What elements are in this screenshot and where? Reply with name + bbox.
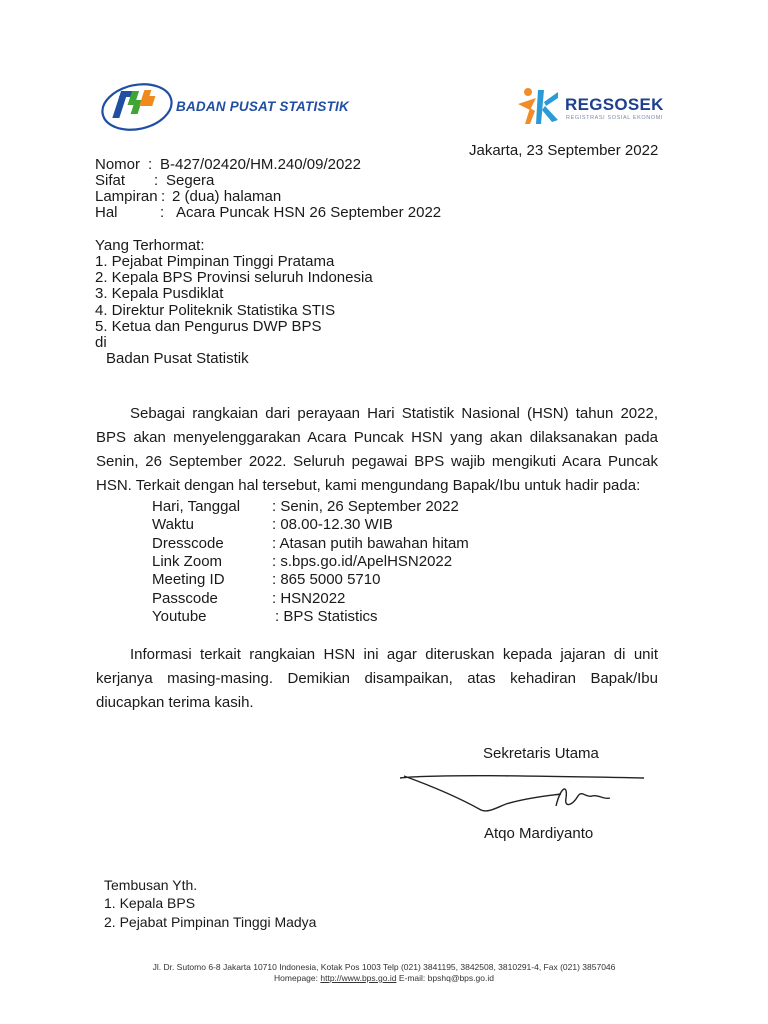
program-name: REGSOSEK: [565, 95, 664, 114]
lampiran-label: Lampiran: [95, 188, 158, 205]
detail-value: : Senin, 26 September 2022: [272, 498, 459, 515]
paragraph-text: Sebagai rangkaian dari perayaan Hari Statistik Nasional (HSN) tahun 2022, BPS akan menyelenggarakan Acara Puncak HSN yang akan dilaksanakan pada Senin, 26 September 2022. Seluruh pegawai BPS wajib mengikuti Acara Puncak HSN. Terkait dengan hal tersebut, kami mengundang Bapak/Ibu untuk hadir pada:: [96, 405, 658, 494]
nomor-separator: :: [148, 156, 153, 173]
detail-value: : 865 5000 5710: [272, 571, 381, 588]
detail-value: : HSN2022: [272, 590, 346, 607]
program-subtitle: REGISTRASI SOSIAL EKONOMI: [566, 115, 664, 121]
bps-logo-icon: [100, 82, 174, 132]
homepage-label: Homepage:: [274, 973, 318, 983]
body-paragraph-2: [96, 643, 658, 715]
place-date: Jakarta, 23 September 2022: [469, 142, 659, 159]
email-label: E-mail:: [398, 973, 426, 983]
handwritten-signature: [396, 766, 648, 816]
recipient-item: 5. Ketua dan Pengurus DWP BPS: [95, 318, 322, 335]
cc-item: 1. Kepala BPS: [104, 895, 196, 911]
email-address[interactable]: bpshq@bps.go.id: [427, 973, 494, 983]
detail-value: : BPS Statistics: [275, 608, 378, 625]
recipient-item: 3. Kepala Pusdiklat: [95, 285, 224, 302]
lampiran-separator: :: [161, 188, 166, 205]
recipient-item: 2. Kepala BPS Provinsi seluruh Indonesia: [95, 269, 373, 286]
footer-address: Jl. Dr. Sutomo 6-8 Jakarta 10710 Indonesia, Kotak Pos 1003 Telp (021) 3841195, 3842508, 3810291-4, Fax (021) 3857046: [152, 962, 616, 972]
detail-label: Meeting ID: [152, 571, 225, 588]
cc-item: 2. Pejabat Pimpinan Tinggi Madya: [104, 914, 317, 930]
detail-label: Waktu: [152, 516, 194, 533]
lampiran-value: 2 (dua) halaman: [172, 188, 282, 205]
hal-value: Acara Puncak HSN 26 September 2022: [176, 204, 442, 221]
sifat-separator: :: [154, 172, 159, 189]
detail-label: Dresscode: [152, 535, 224, 552]
cc-heading: Tembusan Yth.: [104, 877, 198, 893]
detail-label: Youtube: [152, 608, 207, 625]
paragraph-text: Informasi terkait rangkaian HSN ini agar diteruskan kepada jajaran di unit kerjanya masing-masing. Demikian disampaikan, atas kehadiran Bapak/Ibu diucapkan terima kasih.: [96, 646, 658, 711]
footer-contact: [0, 973, 768, 983]
salutation: Yang Terhormat:: [95, 237, 205, 254]
org-name: BADAN PUSAT STATISTIK: [176, 99, 349, 114]
detail-label: Passcode: [152, 590, 218, 607]
signatory-title: Sekretaris Utama: [483, 745, 599, 762]
detail-label: Link Zoom: [152, 553, 223, 570]
nomor-value: B-427/02420/HM.240/09/2022: [160, 156, 361, 173]
recipient-item: 4. Direktur Politeknik Statistika STIS: [95, 302, 336, 319]
zoom-link: : s.bps.go.id/ApelHSN2022: [272, 553, 453, 570]
nomor-label: Nomor: [95, 156, 141, 173]
hal-separator: :: [160, 204, 165, 221]
body-paragraph-1: [96, 402, 658, 498]
homepage-link[interactable]: http://www.bps.go.id: [320, 973, 397, 983]
detail-label: Hari, Tanggal: [152, 498, 241, 515]
detail-value: : Atasan putih bawahan hitam: [272, 535, 469, 552]
recipient-item: 1. Pejabat Pimpinan Tinggi Pratama: [95, 253, 335, 270]
signatory-name: Atqo Mardiyanto: [484, 825, 594, 842]
regsosek-logo-icon: [514, 84, 562, 128]
di-label: di: [95, 334, 107, 351]
hal-label: Hal: [95, 204, 118, 221]
sifat-value: Segera: [166, 172, 215, 189]
di-place: Badan Pusat Statistik: [106, 350, 249, 367]
detail-value: : 08.00-12.30 WIB: [272, 516, 393, 533]
sifat-label: Sifat: [95, 172, 126, 189]
